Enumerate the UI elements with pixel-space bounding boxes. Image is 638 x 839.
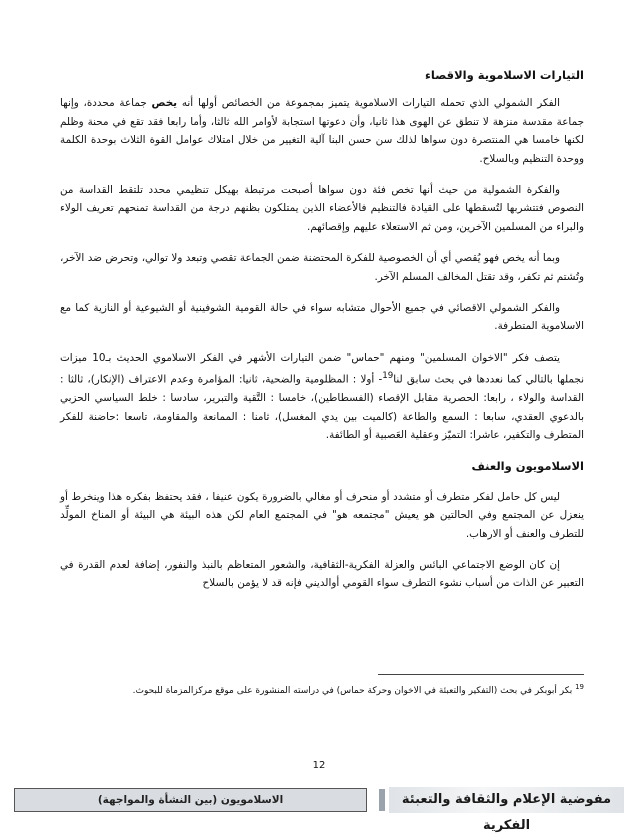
page-footer <box>14 787 624 833</box>
paragraph-1-bold: يخص <box>151 97 178 110</box>
footer-book-title: الاسلامويون (بين النشأة والمواجهة) <box>14 788 367 812</box>
paragraph-1-rest: جماعة محددة، وإنها جماعة مقدسة منزهة لا تنطق عن الهوى هذا ثانيا، وأن دعوتها استجابة لأوامر الله ثالثا، وأما رابعا فقد تقع في محنة وظلم لكنها خامسا هي المنتصرة دون سواها لذلك سن حسن البنا آلية التغيير من خلال امتلاك عوامل القوة الثلاث بوحدة الكلمة ووحدة التنظيم وبالسلاح. <box>60 97 584 165</box>
paragraph-4: والفكر الشمولي الاقصائي في جميع الأحوال متشابه سواء في حالة القومية الشوفينية أو الشيوعية أو النازية كما مع الاسلاموية المتطرفة. <box>60 302 584 333</box>
footnote <box>60 680 584 699</box>
page-number: 12 <box>312 760 326 771</box>
section-heading-extremism: التيارات الاسلاموية والاقصاء <box>425 68 584 82</box>
paragraph-5 <box>60 349 584 445</box>
section-heading-violence: الاسلامويون والعنف <box>471 459 584 474</box>
paragraph-1-lead: الفكر الشمولي الذي تحمله التيارات الاسلاموية يتميز بمجموعة من الخصائص أولها أنه <box>177 97 560 110</box>
paragraph-5-part-a: يتصف فكر "الاخوان المسلمين" ومنهم "حماس" ضمن التيارات الأشهر في الفكر الاسلاموي الحديث بـ10 ميزات نجملها بالتالي كما نعددها في بحث سابق لنا <box>60 351 584 386</box>
paragraph-3: وبما أنه يخص فهو يُقصي أي أن الخصوصية للفكرة المحتضنة ضمن الجماعة تقصي وتبعد ولا توالي، وتحرض ضد الآخر، وتُشتم ثم تكفر، وقد تقتل المخالف المسلم الآخر. <box>60 252 584 283</box>
footnote-separator <box>378 674 584 675</box>
footer-divider <box>379 789 385 811</box>
footnote-ref[interactable]: 19 <box>382 371 394 382</box>
paragraph-7: إن كان الوضع الاجتماعي البائس والعزلة الفكرية-الثقافية، والشعور المتعاظم بالنبذ والنفور، إضافة لعدم القدرة في التعبير عن الذات من أسباب نشوء التطرف سواء القومي أوالديني فإنه قد لا يؤمن بالسلاح <box>60 559 584 590</box>
page-content <box>60 66 584 606</box>
paragraph-1 <box>60 94 584 168</box>
footnote-number: 19 <box>575 683 584 691</box>
paragraph-2: والفكرة الشمولية من حيث أنها تخص فئة دون سواها أصبحت مرتبطة بهيكل تنظيمي محدد تلتقط القداسة من النصوص فتتشربها لتُسقطها على القيادة فالتنظيم فالأعضاء الذين يمتلكون بظنهم درجة من القداسة تمنحهم تعريف الولاء والبراء من المسلمين الآخرين، ومن ثم الاستعلاء عليهم وإقصائهم. <box>60 184 584 233</box>
footer-brand: مفوضية الإعلام والثقافة والتعبئة الفكرية <box>389 787 624 813</box>
footnote-text: بكر أبوبكر في بحث (التفكير والتعبئة في الاخوان وحركة حماس) في دراسته المنشورة على موقع مركزالمزماة للبحوث. <box>132 686 576 696</box>
paragraph-5-part-b: - أولا : المظلومية والضحية، ثانيا: المؤامرة وعدم الاعتراف (الإنكار)، ثالثا : القداسة والولاء ، رابعا: الحصرية مقابل الإقصاء (الفسطاطين)، خامسا : التَّقية والتبرير، سادسا : خلط السياسي الحزبي بالدعوي العقدي، سابعا : السمع والطاعة (كالميت بين يدي المغسل)، ثامنا : الممانعة والمقاومة، تاسعا :حاضنة للفكر المتطرف والتكفير، عاشرا: التميّز وعقلية العَصبية أو الطائفة. <box>60 373 584 441</box>
paragraph-6: ليس كل حامل لفكر متطرف أو متشدد أو منحرف أو مغالي بالضرورة يكون عنيفا ، فقد يحتفظ بفكره هذا وينخرط أو ينعزل عن المجتمع وفي الحالتين هو يعيش "مجتمعه هو" في المجتمع العام لكن هذه البيئة هي البيئة أو المناخ المولِّد للتطرف والعنف أو الارهاب. <box>60 490 584 540</box>
